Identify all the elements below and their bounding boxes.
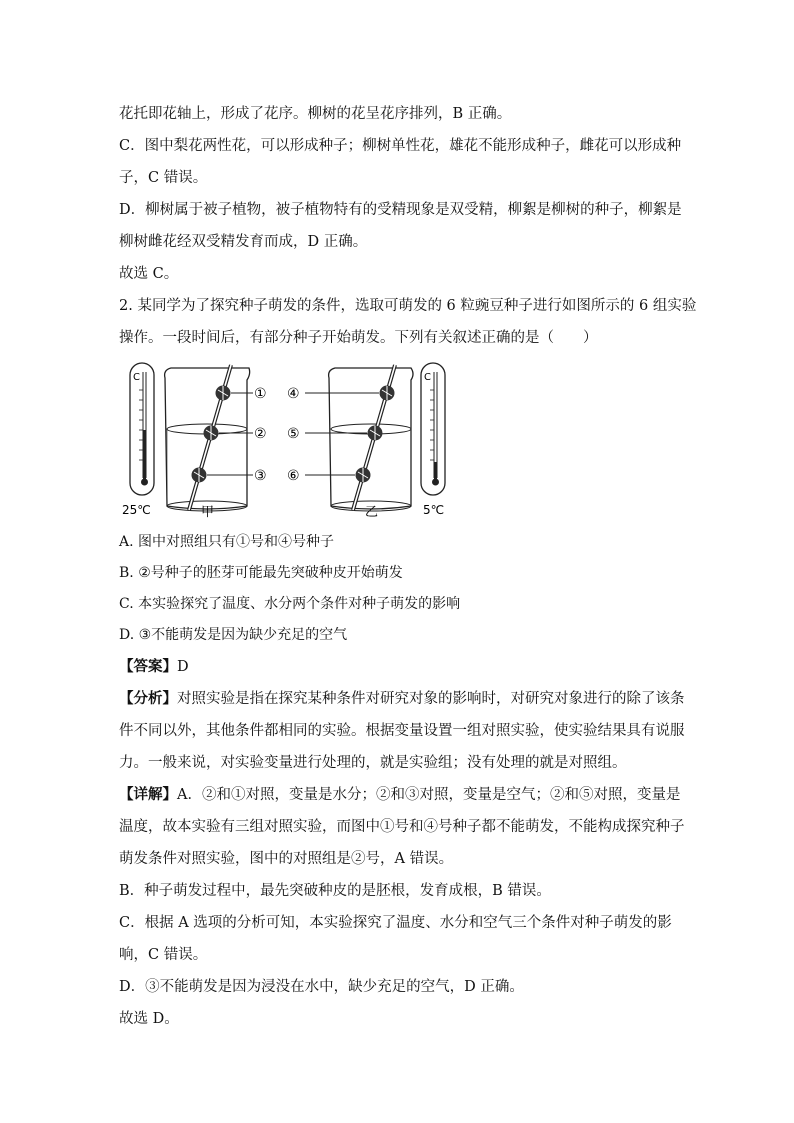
text-line: 故选 C。	[119, 266, 179, 282]
left-thermometer	[130, 363, 154, 495]
marker-5: ⑤	[287, 426, 300, 442]
question-line: 操作。一段时间后，有部分种子开始萌发。下列有关叙述正确的是（ ）	[119, 330, 598, 346]
detail-line	[119, 779, 679, 811]
right-beaker	[305, 365, 413, 511]
left-beaker	[165, 365, 253, 511]
option-b: B. ②号种子的胚芽可能最先突破种皮开始萌发	[119, 565, 403, 581]
right-beaker-label: 乙	[365, 505, 379, 520]
detail-line: 故选 D。	[119, 1011, 179, 1027]
option-a: A. 图中对照组只有①号和④号种子	[119, 534, 335, 550]
markers-right	[287, 386, 300, 484]
option-d: D. ③不能萌发是因为缺少充足的空气	[119, 627, 348, 643]
question-line: 2. 某同学为了探究种子萌发的条件，选取可萌发的 6 粒豌豆种子进行如图所示的 6 组实验	[119, 298, 697, 314]
detail-line: 温度，故本实验有三组对照实验，而图中①号和④号种子都不能萌发，不能构成探究种子	[119, 819, 685, 835]
answer-line	[119, 651, 679, 683]
detail-text: A．②和①对照，变量是水分；②和③对照，变量是空气；②和⑤对照，变量是	[177, 787, 681, 803]
text-line: C．图中梨花两性花，可以形成种子；柳树单性花，雄花不能形成种子，雌花可以形成种	[119, 138, 682, 154]
option-c: C. 本实验探究了温度、水分两个条件对种子萌发的影响	[119, 596, 461, 612]
marker-3: ③	[254, 468, 267, 484]
marker-2: ②	[254, 426, 267, 442]
analysis-line: 力。一般来说，对实验变量进行处理的，就是实验组；没有处理的就是对照组。	[119, 755, 627, 771]
text-line: 子，C 错误。	[119, 170, 208, 186]
text-line: 花托即花轴上，形成了花序。柳树的花呈花序排列，B 正确。	[119, 106, 512, 122]
answer-tag: 【答案】	[119, 658, 177, 675]
detail-line: 萌发条件对照实验，图中的对照组是②号，A 错误。	[119, 851, 454, 867]
analysis-line: 件不同以外，其他条件都相同的实验。根据变量设置一组对照实验，使实验结果具有说服	[119, 723, 685, 739]
left-beaker-label: 甲	[201, 505, 215, 520]
text-line: D．柳树属于被子植物，被子植物特有的受精现象是双受精，柳絮是柳树的种子，柳絮是	[119, 202, 682, 218]
detail-line: C．根据 A 选项的分析可知，本实验探究了温度、水分和空气三个条件对种子萌发的影	[119, 915, 672, 931]
document-page	[119, 98, 697, 1035]
right-temperature: 5℃	[423, 503, 445, 517]
detail-line: D．③不能萌发是因为浸没在水中，缺少充足的空气，D 正确。	[119, 979, 524, 995]
marker-1: ①	[254, 386, 267, 402]
experiment-figure	[119, 360, 459, 525]
answer-value: D	[177, 659, 189, 675]
left-temperature: 25℃	[122, 503, 151, 517]
detail-tag: 【详解】	[119, 786, 177, 803]
right-thermometer	[421, 363, 445, 495]
marker-4: ④	[287, 386, 300, 402]
right-thermo-unit: C	[424, 372, 431, 383]
analysis-text: 对照实验是指在探究某种条件对研究对象的影响时，对研究对象进行的除了该条	[177, 691, 685, 707]
analysis-tag: 【分析】	[119, 690, 177, 707]
text-line: 柳树雌花经双受精发育而成，D 正确。	[119, 234, 368, 250]
analysis-line	[119, 683, 685, 715]
markers-left	[254, 386, 267, 484]
detail-line: 响，C 错误。	[119, 947, 208, 963]
marker-6: ⑥	[287, 468, 300, 484]
left-thermo-unit: C	[133, 372, 140, 383]
experiment-diagram	[119, 360, 459, 525]
detail-line: B．种子萌发过程中，最先突破种皮的是胚根，发育成根，B 错误。	[119, 883, 551, 899]
